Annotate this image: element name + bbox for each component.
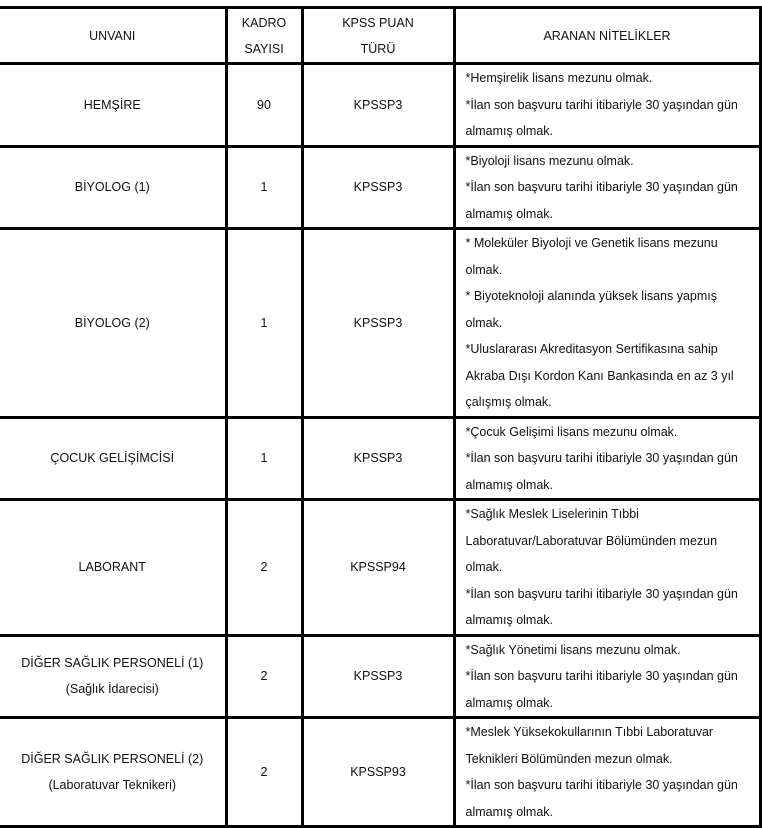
header-count-line2: SAYISI: [244, 41, 284, 56]
position-score-type: KPSSP3: [302, 146, 454, 229]
table-row: [0, 718, 760, 827]
table-row: [0, 635, 760, 718]
table-row: [0, 417, 760, 500]
position-count: 1: [226, 229, 302, 418]
qualification-line: çalışmış olmak.: [465, 395, 552, 409]
position-score-type: KPSSP3: [302, 417, 454, 500]
position-title-cell: [0, 500, 226, 636]
position-count: 90: [226, 64, 302, 147]
position-title-cell: [0, 417, 226, 500]
position-count: 1: [226, 417, 302, 500]
table-row: [0, 64, 760, 147]
qualification-line: *Meslek Yüksekokullarının Tıbbi Laboratuvar: [465, 725, 714, 739]
qualification-line: *Biyoloji lisans mezunu olmak.: [465, 153, 634, 168]
position-title-cell: [0, 635, 226, 718]
position-qualifications: [454, 417, 760, 500]
qualification-line: almamış olmak.: [465, 206, 554, 221]
qualification-line: * Moleküler Biyoloji ve Genetik lisans mezunu: [465, 236, 718, 250]
position-count: 2: [226, 718, 302, 827]
qualification-line: *İlan son başvuru tarihi itibariyle 30 yaşından gün: [465, 586, 738, 601]
header-title-label: UNVANI: [89, 28, 136, 43]
header-qualifications-label: ARANAN NİTELİKLER: [543, 28, 671, 43]
qualification-line: *Sağlık Meslek Liselerinin Tıbbi: [465, 507, 639, 521]
header-score-line1: KPSS PUAN: [342, 15, 414, 30]
position-score-type: KPSSP3: [302, 635, 454, 718]
header-qualifications: [454, 8, 760, 64]
header-score-line2: TÜRÜ: [360, 41, 396, 56]
positions-table: [0, 6, 762, 828]
position-subtitle: (Laboratuvar Teknikeri): [48, 778, 177, 792]
qualification-line: almamış olmak.: [465, 804, 554, 819]
position-title: ÇOCUK GELİŞİMCİSİ: [50, 451, 175, 466]
table-header-row: [0, 8, 760, 64]
qualification-line: *Sağlık Yönetimi lisans mezunu olmak.: [465, 642, 681, 657]
position-count: 1: [226, 146, 302, 229]
position-qualifications: [454, 718, 760, 827]
position-title-cell: [0, 146, 226, 229]
position-title: DİĞER SAĞLIK PERSONELİ (2): [21, 752, 204, 766]
qualification-line: Laboratuvar/Laboratuvar Bölümünden mezun: [465, 533, 718, 548]
qualification-line: olmak.: [465, 315, 503, 330]
position-score-type: KPSSP3: [302, 64, 454, 147]
qualification-line: almamış olmak.: [465, 124, 554, 138]
header-title: [0, 8, 226, 64]
position-count: 2: [226, 500, 302, 636]
qualification-line: *Çocuk Gelişimi lisans mezunu olmak.: [465, 424, 678, 439]
position-title: BİYOLOG (1): [74, 180, 150, 195]
qualification-line: *İlan son başvuru tarihi itibariyle 30 yaşından gün: [465, 778, 738, 792]
qualification-line: *İlan son başvuru tarihi itibariyle 30 yaşından gün: [465, 180, 738, 194]
qualification-line: *İlan son başvuru tarihi itibariyle 30 yaşından gün: [465, 451, 738, 465]
position-qualifications: [454, 229, 760, 418]
qualification-line: *Uluslararası Akreditasyon Sertifikasına sahip: [465, 342, 718, 356]
qualification-line: Akraba Dışı Kordon Kanı Bankasında en az 3 yıl: [465, 368, 734, 383]
qualification-line: * Biyoteknoloji alanında yüksek lisans yapmış: [465, 289, 718, 303]
position-count: 2: [226, 635, 302, 718]
table-row: [0, 500, 760, 636]
position-title-cell: [0, 718, 226, 827]
qualification-line: Teknikleri Bölümünden mezun olmak.: [465, 751, 673, 766]
table-row: [0, 229, 760, 418]
qualification-line: almamış olmak.: [465, 477, 554, 492]
position-subtitle: (Sağlık İdarecisi): [65, 682, 159, 697]
qualification-line: almamış olmak.: [465, 613, 554, 627]
qualification-line: *İlan son başvuru tarihi itibariyle 30 yaşından gün: [465, 669, 738, 683]
position-score-type: KPSSP94: [302, 500, 454, 636]
position-qualifications: [454, 146, 760, 229]
table-body: [0, 64, 760, 827]
position-title-cell: [0, 229, 226, 418]
position-qualifications: [454, 64, 760, 147]
header-count-line1: KADRO: [241, 15, 287, 30]
position-title: DİĞER SAĞLIK PERSONELİ (1): [21, 656, 204, 671]
qualification-line: *İlan son başvuru tarihi itibariyle 30 yaşından gün: [465, 97, 738, 112]
position-title: HEMŞİRE: [83, 97, 141, 112]
position-title-cell: [0, 64, 226, 147]
qualification-line: almamış olmak.: [465, 695, 554, 710]
table-row: [0, 146, 760, 229]
position-qualifications: [454, 500, 760, 636]
header-count: [226, 8, 302, 64]
qualification-line: *Hemşirelik lisans mezunu olmak.: [465, 71, 653, 85]
position-title: BİYOLOG (2): [74, 315, 150, 330]
header-score-type: [302, 8, 454, 64]
position-score-type: KPSSP3: [302, 229, 454, 418]
position-score-type: KPSSP93: [302, 718, 454, 827]
qualification-line: olmak.: [465, 262, 503, 277]
position-title: LABORANT: [78, 560, 146, 575]
qualification-line: olmak.: [465, 560, 503, 574]
position-qualifications: [454, 635, 760, 718]
